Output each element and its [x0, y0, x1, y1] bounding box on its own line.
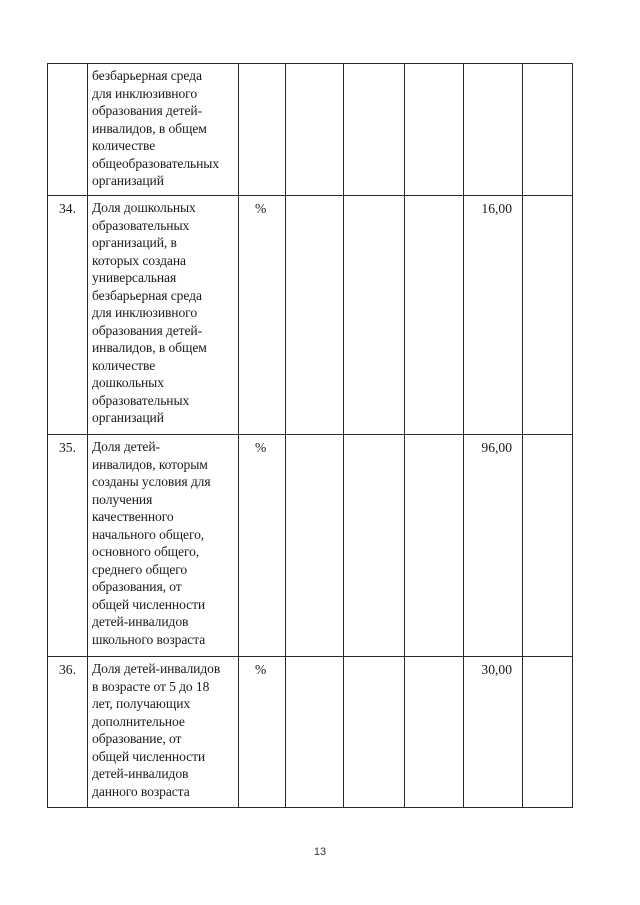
- unit-cell: %: [239, 435, 286, 657]
- empty-cell: [405, 657, 464, 808]
- indicator-name: безбарьерная среда для инклюзивного образования детей- инвалидов, в общем количестве общеобразовательных организаций: [92, 68, 220, 188]
- indicator-name-cell: [88, 657, 239, 808]
- indicator-name: Доля детей- инвалидов, которым созданы условия для получения качественного начального общего, основного общего, среднего общего образования, от общей численности детей-инвалидов школьного возраста: [92, 439, 211, 647]
- indicators-table: [47, 63, 573, 808]
- empty-cell: [523, 435, 573, 657]
- target-value-cell: 96,00: [464, 435, 523, 657]
- empty-cell: [405, 196, 464, 435]
- indicator-name-cell: [88, 64, 239, 196]
- target-value-cell: [464, 64, 523, 196]
- indicator-name: Доля детей-инвалидов в возрасте от 5 до 18 лет, получающих дополнительное образование, от общей численности детей-инвалидов данного возраста: [92, 661, 221, 799]
- row-number: 35.: [48, 435, 88, 657]
- table-row: [48, 657, 573, 808]
- page-number: 13: [313, 846, 327, 858]
- row-number: [48, 64, 88, 196]
- unit-cell: [239, 64, 286, 196]
- target-value-cell: 30,00: [464, 657, 523, 808]
- empty-cell: [523, 196, 573, 435]
- indicator-name: Доля дошкольных образовательных организаций, в которых создана универсальная безбарьерная среда для инклюзивного образования детей- инвалидов, в общем количестве дошкольных образовательных организаций: [92, 200, 207, 425]
- empty-cell: [523, 64, 573, 196]
- empty-cell: [405, 64, 464, 196]
- table-row: [48, 196, 573, 435]
- indicator-name-cell: [88, 435, 239, 657]
- empty-cell: [405, 435, 464, 657]
- unit-cell: %: [239, 196, 286, 435]
- empty-cell: [523, 657, 573, 808]
- target-value-cell: 16,00: [464, 196, 523, 435]
- indicator-name-cell: [88, 196, 239, 435]
- unit-cell: %: [239, 657, 286, 808]
- empty-cell: [344, 196, 405, 435]
- table-row: [48, 64, 573, 196]
- empty-cell: [286, 64, 344, 196]
- empty-cell: [344, 435, 405, 657]
- empty-cell: [286, 435, 344, 657]
- empty-cell: [286, 657, 344, 808]
- empty-cell: [286, 196, 344, 435]
- empty-cell: [344, 64, 405, 196]
- table-row: [48, 435, 573, 657]
- empty-cell: [344, 657, 405, 808]
- row-number: 36.: [48, 657, 88, 808]
- row-number: 34.: [48, 196, 88, 435]
